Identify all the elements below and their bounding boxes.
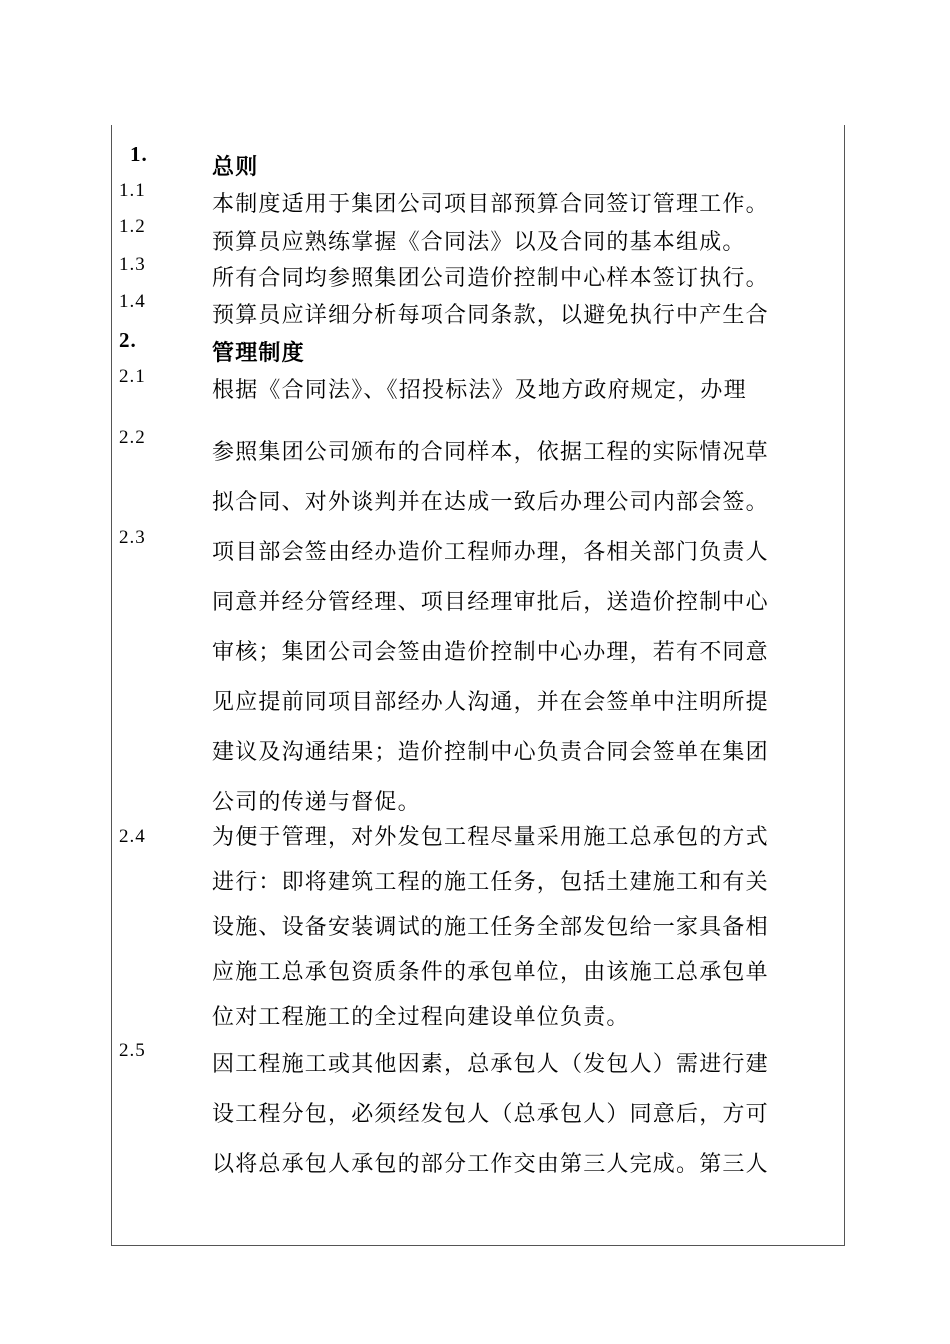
section-number: 2.: [119, 328, 137, 352]
clause-number: 1.3: [119, 254, 146, 275]
clause-number: 1.4: [119, 291, 146, 312]
clause-text: 以将总承包人承包的部分工作交由第三人完成。第三人: [212, 1152, 769, 1177]
clause-text: 同意并经分管经理、项目经理审批后，送造价控制中心: [212, 590, 769, 615]
clause-text: 审核；集团公司会签由造价控制中心办理，若有不同意: [212, 640, 769, 665]
clause-text: 设施、设备安装调试的施工任务全部发包给一家具备相: [212, 915, 769, 940]
clause-number: 2.5: [119, 1040, 146, 1061]
clause-text: 位对工程施工的全过程向建设单位负责。: [212, 1005, 630, 1030]
clause-number: 2.1: [119, 366, 146, 387]
section-number: 1.: [130, 142, 148, 166]
clause-text: 建议及沟通结果；造价控制中心负责合同会签单在集团: [212, 740, 769, 765]
clause-text: 参照集团公司颁布的合同样本，依据工程的实际情况草: [212, 440, 769, 465]
clause-text: 预算员应详细分析每项合同条款，以避免执行中产生合: [212, 303, 769, 328]
clause-text: 本制度适用于集团公司项目部预算合同签订管理工作。: [212, 192, 769, 217]
clause-text: 应施工总承包资质条件的承包单位，由该施工总承包单: [212, 960, 769, 985]
clause-number: 1.1: [119, 180, 146, 201]
clause-text: 进行：即将建筑工程的施工任务，包括土建施工和有关: [212, 870, 769, 895]
clause-number: 1.2: [119, 216, 146, 237]
clause-text: 根据《合同法》、《招投标法》及地方政府规定，办理: [212, 378, 747, 403]
clause-text: 设工程分包，必须经发包人（总承包人）同意后，方可: [212, 1102, 769, 1127]
section-title: 总则: [212, 154, 259, 180]
clause-number: 2.2: [119, 427, 146, 448]
clause-text: 所有合同均参照集团公司造价控制中心样本签订执行。: [212, 266, 769, 291]
clause-text: 因工程施工或其他因素，总承包人（发包人）需进行建: [212, 1052, 769, 1077]
clause-number: 2.3: [119, 527, 146, 548]
clause-text: 拟合同、对外谈判并在达成一致后办理公司内部会签。: [212, 490, 769, 515]
clause-text: 项目部会签由经办造价工程师办理，各相关部门负责人: [212, 540, 769, 565]
clause-text: 为便于管理，对外发包工程尽量采用施工总承包的方式: [212, 825, 769, 850]
clause-text: 公司的传递与督促。: [212, 790, 421, 815]
section-title: 管理制度: [212, 340, 305, 366]
clause-text: 预算员应熟练掌握《合同法》以及合同的基本组成。: [212, 230, 746, 255]
clause-text: 见应提前同项目部经办人沟通，并在会签单中注明所提: [212, 690, 769, 715]
clause-number: 2.4: [119, 826, 146, 847]
